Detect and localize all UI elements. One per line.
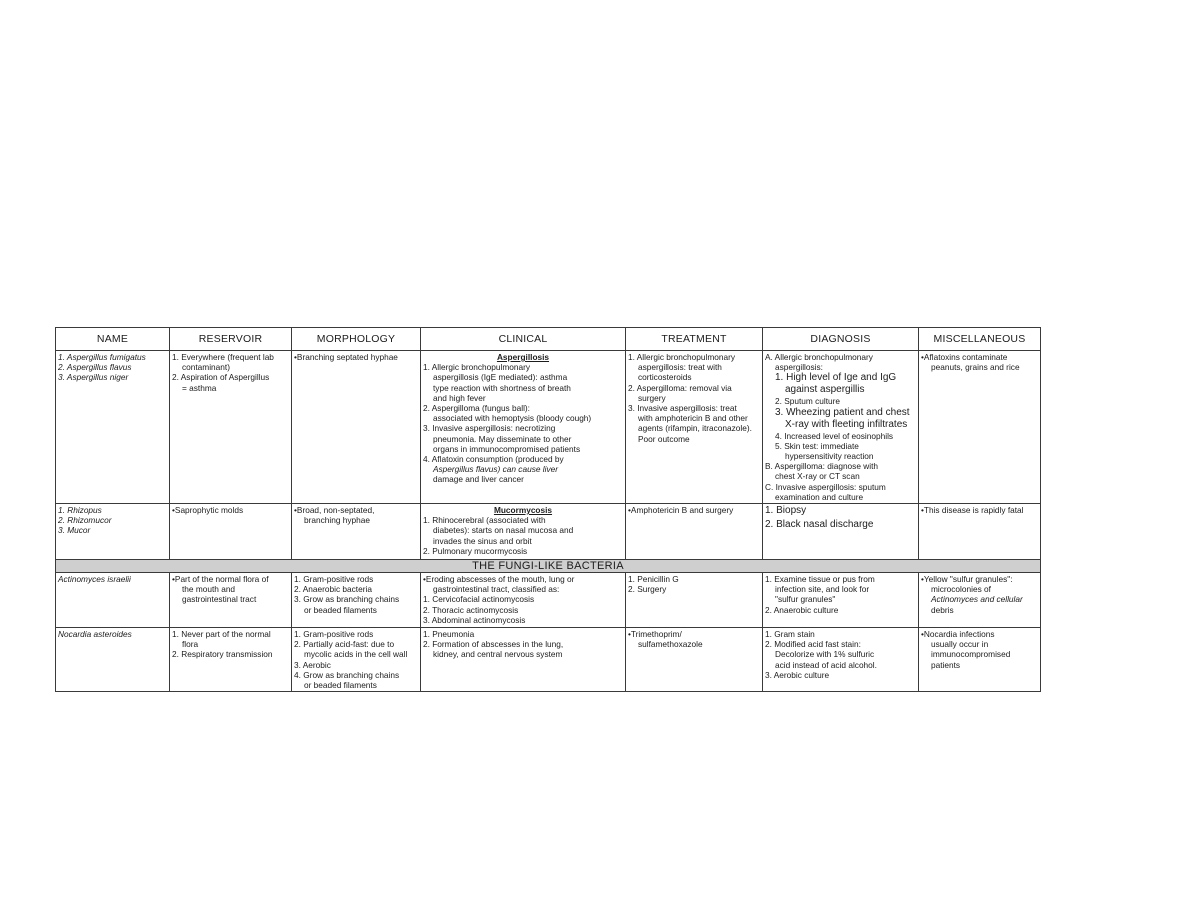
- cell-clinical: [421, 504, 626, 560]
- cell-treatment: [626, 573, 763, 628]
- treatment-line: sulfamethoxazole: [638, 639, 703, 650]
- clinical-line: Aspergillus flavus) can cause liver: [433, 464, 558, 475]
- clinical-line: 2. Formation of abscesses in the lung,: [423, 639, 564, 650]
- misc-line: immunocompromised: [931, 649, 1011, 660]
- section-row: [56, 560, 1041, 573]
- cell-misc: [919, 573, 1041, 628]
- name-line: Actinomyces israelii: [58, 574, 131, 585]
- treatment-line: corticosteroids: [638, 372, 692, 383]
- cell-name: [56, 504, 170, 560]
- name-line: 2. Rhizomucor: [58, 515, 112, 526]
- morphology-line: 1. Gram-positive rods: [294, 574, 374, 585]
- cell-morphology: [292, 573, 421, 628]
- header-reservoir: RESERVOIR: [170, 328, 292, 351]
- name-line: 2. Aspergillus flavus: [58, 362, 132, 373]
- cell-morphology: [292, 504, 421, 560]
- treatment-line: •Trimethoprim/: [628, 629, 682, 640]
- treatment-line: 2. Aspergilloma: removal via: [628, 382, 732, 393]
- diagnosis-line: examination and culture: [775, 491, 864, 502]
- misc-line: •Aflatoxins contaminate: [921, 352, 1008, 362]
- treatment-line: with amphotericin B and other: [638, 413, 748, 424]
- misc-line: Actinomyces and cellular: [931, 594, 1023, 605]
- reservoir-line: flora: [182, 639, 199, 650]
- morphology-line: 2. Anaerobic bacteria: [294, 584, 372, 595]
- cell-morphology: [292, 351, 421, 504]
- reservoir-line: contaminant): [182, 362, 230, 373]
- diagnosis-line: Decolorize with 1% sulfuric: [775, 649, 875, 660]
- cell-clinical: [421, 351, 626, 504]
- reservoir-line: 2. Aspiration of Aspergillus: [172, 372, 270, 383]
- diagnosis-line: acid instead of acid alcohol.: [775, 659, 877, 670]
- reference-table-sheet: [55, 327, 1040, 692]
- misc-line: •Yellow "sulfur granules":: [921, 574, 1013, 585]
- treatment-line: •Amphotericin B and surgery: [628, 505, 734, 516]
- diagnosis-line: chest X-ray or CT scan: [775, 471, 860, 482]
- reservoir-line: = asthma: [182, 382, 217, 393]
- diagnosis-line: infection site, and look for: [775, 584, 870, 595]
- clinical-line: 3. Invasive aspergillosis: necrotizing: [423, 423, 556, 434]
- clinical-line: kidney, and central nervous system: [433, 649, 563, 660]
- cell-misc: [919, 628, 1041, 692]
- clinical-line: 4. Aflatoxin consumption (produced by: [423, 454, 564, 465]
- diagnosis-line: C. Invasive aspergillosis: sputum: [765, 481, 886, 492]
- diagnosis-line: A. Allergic bronchopulmonary: [765, 352, 873, 362]
- cell-treatment: [626, 351, 763, 504]
- name-line: Nocardia asteroides: [58, 629, 132, 640]
- misc-line: peanuts, grains and rice: [931, 362, 1020, 373]
- treatment-line: agents (rifampin, itraconazole).: [638, 423, 752, 434]
- name-line: 1. Rhizopus: [58, 505, 102, 516]
- header-diagnosis: DIAGNOSIS: [763, 328, 919, 351]
- reservoir-line: •Part of the normal flora of: [172, 574, 269, 585]
- clinical-line: pneumonia. May disseminate to other: [433, 433, 572, 444]
- clinical-line: gastrointestinal tract, classified as:: [433, 584, 560, 595]
- treatment-line: Poor outcome: [638, 433, 690, 444]
- diagnosis-line: 5. Skin test: immediate: [775, 440, 859, 451]
- name-line: 1. Aspergillus fumigatus: [58, 352, 146, 362]
- reservoir-line: gastrointestinal tract: [182, 594, 257, 605]
- treatment-line: 3. Invasive aspergillosis: treat: [628, 403, 737, 414]
- misc-line: •Nocardia infections: [921, 629, 995, 640]
- cell-clinical: [421, 573, 626, 628]
- cell-name: [56, 351, 170, 504]
- table-row-aspergillus: [56, 351, 1041, 504]
- morphology-line: branching hyphae: [304, 515, 370, 526]
- diagnosis-line: 4. Increased level of eosinophils: [775, 430, 894, 441]
- diagnosis-line: 2. Black nasal discharge: [765, 519, 874, 531]
- clinical-line: 2. Thoracic actinomycosis: [423, 604, 519, 615]
- clinical-title: Mucormycosis: [493, 505, 553, 516]
- morphology-line: 3. Aerobic: [294, 659, 331, 670]
- header-name: NAME: [56, 328, 170, 351]
- diagnosis-line: B. Aspergilloma: diagnose with: [765, 461, 878, 472]
- header-treatment: TREATMENT: [626, 328, 763, 351]
- diagnosis-line: 2. Modified acid fast stain:: [765, 639, 861, 650]
- diagnosis-line: 1. Biopsy: [765, 505, 807, 517]
- treatment-line: 1. Penicillin G: [628, 574, 679, 585]
- treatment-line: surgery: [638, 392, 666, 403]
- cell-treatment: [626, 504, 763, 560]
- reservoir-line: •Saprophytic molds: [172, 505, 244, 516]
- cell-reservoir: [170, 504, 292, 560]
- morphology-line: 4. Grow as branching chains: [294, 669, 400, 680]
- diagnosis-line: aspergillosis:: [775, 362, 823, 373]
- cell-diagnosis: [763, 573, 919, 628]
- clinical-line: 2. Aspergilloma (fungus ball):: [423, 403, 530, 414]
- clinical-line: 1. Pneumonia: [423, 629, 475, 640]
- table-row-actinomyces: [56, 573, 1041, 628]
- cell-diagnosis: [763, 504, 919, 560]
- diagnosis-line: X-ray with fleeting infiltrates: [785, 418, 908, 430]
- misc-line: debris: [931, 604, 954, 615]
- clinical-title: Aspergillosis: [496, 352, 550, 362]
- clinical-line: damage and liver cancer: [433, 474, 524, 485]
- reservoir-line: the mouth and: [182, 584, 236, 595]
- clinical-line: •Eroding abscesses of the mouth, lung or: [423, 574, 575, 585]
- table-row-nocardia: [56, 628, 1041, 692]
- clinical-line: and high fever: [433, 392, 486, 403]
- cell-name: [56, 628, 170, 692]
- clinical-line: diabetes): starts on nasal mucosa and: [433, 525, 574, 536]
- cell-reservoir: [170, 628, 292, 692]
- diagnosis-line: 1. High level of Ige and IgG: [775, 372, 897, 384]
- cell-misc: [919, 504, 1041, 560]
- diagnosis-line: 2. Sputum culture: [775, 396, 841, 407]
- reservoir-line: 2. Respiratory transmission: [172, 649, 273, 660]
- reservoir-line: 1. Never part of the normal: [172, 629, 271, 640]
- morphology-line: mycolic acids in the cell wall: [304, 649, 408, 660]
- misc-line: usually occur in: [931, 639, 989, 650]
- cell-diagnosis: [763, 351, 919, 504]
- clinical-line: associated with hemoptysis (bloody cough): [433, 413, 592, 424]
- header-row: [56, 328, 1041, 351]
- clinical-line: type reaction with shortness of breath: [433, 382, 571, 393]
- clinical-line: 1. Allergic bronchopulmonary: [423, 362, 530, 373]
- header-miscellaneous: MISCELLANEOUS: [919, 328, 1041, 351]
- clinical-line: 1. Rhinocerebral (associated with: [423, 515, 546, 526]
- misc-line: •This disease is rapidly fatal: [921, 505, 1024, 516]
- morphology-line: •Branching septated hyphae: [294, 352, 398, 362]
- fungi-table: [55, 327, 1041, 692]
- reservoir-line: 1. Everywhere (frequent lab: [172, 352, 274, 362]
- name-line: 3. Mucor: [58, 525, 91, 536]
- name-line: 3. Aspergillus niger: [58, 372, 129, 383]
- header-clinical: CLINICAL: [421, 328, 626, 351]
- morphology-line: or beaded filaments: [304, 680, 377, 691]
- header-morphology: MORPHOLOGY: [292, 328, 421, 351]
- diagnosis-line: hypersensitivity reaction: [785, 451, 874, 462]
- clinical-line: organs in immunocompromised patients: [433, 443, 581, 454]
- clinical-line: 3. Abdominal actinomycosis: [423, 614, 526, 625]
- cell-treatment: [626, 628, 763, 692]
- morphology-line: 2. Partially acid-fast: due to: [294, 639, 395, 650]
- misc-line: microcolonies of: [931, 584, 991, 595]
- cell-reservoir: [170, 351, 292, 504]
- treatment-line: aspergillosis: treat with: [638, 362, 722, 373]
- table-row-mucor: [56, 504, 1041, 560]
- clinical-line: 2. Pulmonary mucormycosis: [423, 545, 528, 556]
- cell-diagnosis: [763, 628, 919, 692]
- clinical-line: 1. Cervicofacial actinomycosis: [423, 594, 535, 605]
- misc-line: patients: [931, 659, 961, 670]
- diagnosis-line: 2. Anaerobic culture: [765, 604, 839, 615]
- treatment-line: 1. Allergic bronchopulmonary: [628, 352, 735, 362]
- diagnosis-line: "sulfur granules": [775, 594, 836, 605]
- diagnosis-line: 3. Wheezing patient and chest: [775, 406, 910, 418]
- treatment-line: 2. Surgery: [628, 584, 667, 595]
- clinical-line: invades the sinus and orbit: [433, 535, 532, 546]
- morphology-line: 3. Grow as branching chains: [294, 594, 400, 605]
- diagnosis-line: 1. Gram stain: [765, 629, 815, 640]
- cell-morphology: [292, 628, 421, 692]
- morphology-line: 1. Gram-positive rods: [294, 629, 374, 640]
- diagnosis-line: 3. Aerobic culture: [765, 669, 830, 680]
- cell-reservoir: [170, 573, 292, 628]
- diagnosis-line: 1. Examine tissue or pus from: [765, 574, 875, 585]
- morphology-line: •Broad, non-septated,: [294, 505, 375, 516]
- cell-misc: [919, 351, 1041, 504]
- morphology-line: or beaded filaments: [304, 604, 377, 615]
- cell-name: [56, 573, 170, 628]
- section-title: THE FUNGI-LIKE BACTERIA: [56, 560, 1041, 573]
- diagnosis-line: against aspergillis: [785, 384, 865, 396]
- clinical-line: aspergillosis (IgE mediated): asthma: [433, 372, 568, 383]
- cell-clinical: [421, 628, 626, 692]
